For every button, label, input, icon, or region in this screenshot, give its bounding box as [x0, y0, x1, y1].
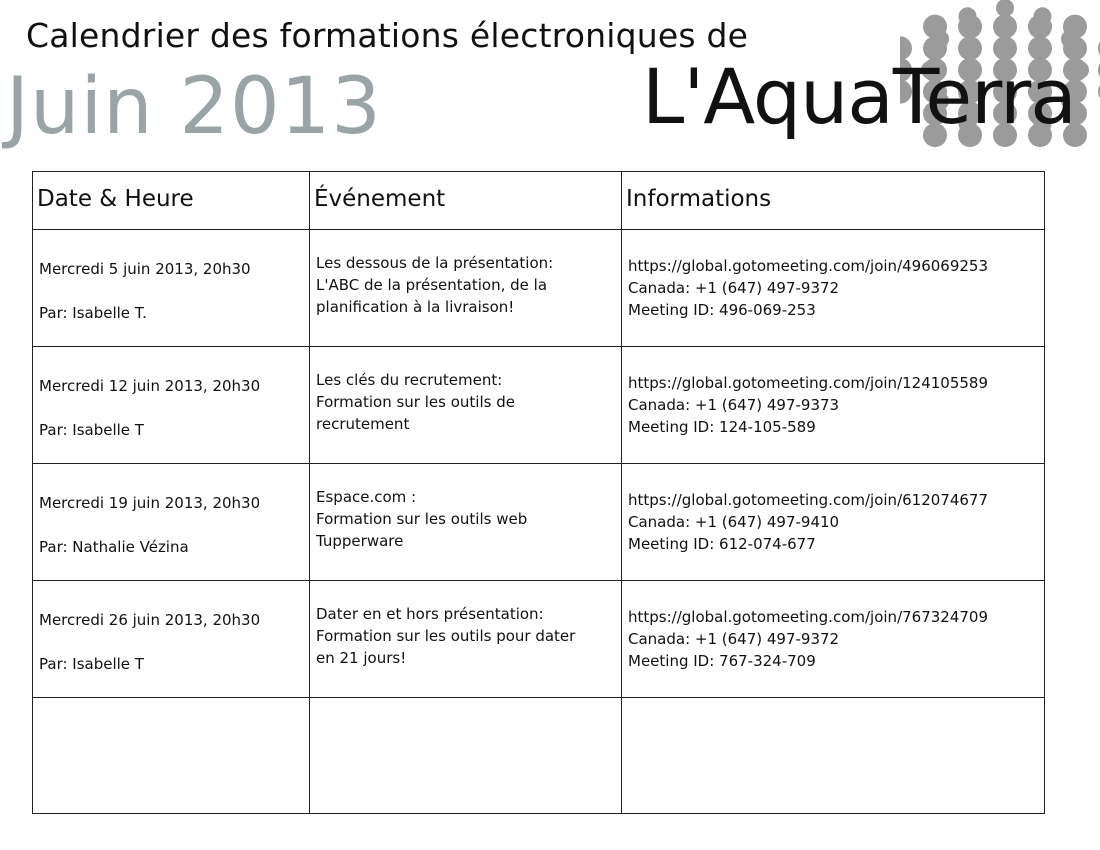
event-date-time: Mercredi 26 juin 2013, 20h30: [39, 611, 261, 629]
phone-number: Canada: +1 (647) 497-9372: [628, 279, 840, 297]
event-date-time: Mercredi 12 juin 2013, 20h30: [39, 377, 261, 395]
event-text-line: Dater en et hors présentation:: [316, 605, 544, 623]
column-header-info: Informations: [622, 172, 1045, 230]
empty-cell: [33, 698, 310, 814]
table-row: [33, 581, 1045, 698]
event-cell: [310, 347, 622, 464]
logo-dot: [1061, 30, 1079, 48]
info-cell: [622, 581, 1045, 698]
event-text-line: Espace.com :: [316, 488, 417, 506]
event-cell: [310, 464, 622, 581]
event-cell: [310, 581, 622, 698]
event-date-time: Mercredi 5 juin 2013, 20h30: [39, 260, 251, 278]
date-cell: [33, 230, 310, 347]
event-text-line: Formation sur les outils web: [316, 510, 528, 528]
meeting-link[interactable]: https://global.gotomeeting.com/join/767324709: [628, 608, 989, 626]
event-text-line: recrutement: [316, 415, 410, 433]
presenter: Par: Nathalie Vézina: [39, 538, 189, 556]
table-header-row: [33, 172, 1045, 230]
presenter: Par: Isabelle T: [39, 655, 144, 673]
meeting-id: Meeting ID: 767-324-709: [628, 652, 816, 670]
table-row: [33, 230, 1045, 347]
logo-dot: [1034, 7, 1052, 25]
month-title: Juin 2013: [6, 62, 382, 152]
meeting-id: Meeting ID: 612-074-677: [628, 535, 816, 553]
presenter: Par: Isabelle T.: [39, 304, 147, 322]
empty-cell: [310, 698, 622, 814]
phone-number: Canada: +1 (647) 497-9373: [628, 396, 840, 414]
event-text-line: Les clés du recrutement:: [316, 371, 503, 389]
column-header-date: Date & Heure: [33, 172, 310, 230]
presenter: Par: Isabelle T: [39, 421, 144, 439]
event-date-time: Mercredi 19 juin 2013, 20h30: [39, 494, 261, 512]
meeting-id: Meeting ID: 124-105-589: [628, 418, 816, 436]
info-cell: [622, 230, 1045, 347]
meeting-link[interactable]: https://global.gotomeeting.com/join/496069253: [628, 257, 989, 275]
meeting-id: Meeting ID: 496-069-253: [628, 301, 816, 319]
event-text-line: L'ABC de la présentation, de la: [316, 276, 548, 294]
page-title: Calendrier des formations électroniques de: [26, 16, 749, 55]
event-text-line: en 21 jours!: [316, 649, 407, 667]
phone-number: Canada: +1 (647) 497-9410: [628, 513, 840, 531]
logo-dot: [959, 7, 977, 25]
brand-logo-text: L'AquaTerra: [642, 52, 1076, 141]
logo-dot: [993, 15, 1017, 39]
meeting-link[interactable]: https://global.gotomeeting.com/join/612074677: [628, 491, 989, 509]
logo-dot: [996, 0, 1014, 17]
event-text-line: planification à la livraison!: [316, 298, 515, 316]
meeting-link[interactable]: https://global.gotomeeting.com/join/124105589: [628, 374, 989, 392]
schedule-table: [32, 171, 1045, 814]
info-cell: [622, 464, 1045, 581]
phone-number: Canada: +1 (647) 497-9372: [628, 630, 840, 648]
column-header-event: Événement: [310, 172, 622, 230]
date-cell: [33, 347, 310, 464]
info-cell: [622, 347, 1045, 464]
event-text-line: Formation sur les outils pour dater: [316, 627, 576, 645]
event-text-line: Formation sur les outils de: [316, 393, 515, 411]
table-row: [33, 347, 1045, 464]
empty-table-row: [33, 698, 1045, 814]
event-text-line: Tupperware: [316, 532, 404, 550]
event-cell: [310, 230, 622, 347]
date-cell: [33, 581, 310, 698]
table-row: [33, 464, 1045, 581]
date-cell: [33, 464, 310, 581]
schedule-table-wrapper: [32, 171, 1045, 814]
event-text-line: Les dessous de la présentation:: [316, 254, 554, 272]
empty-cell: [622, 698, 1045, 814]
logo-dot: [931, 30, 949, 48]
